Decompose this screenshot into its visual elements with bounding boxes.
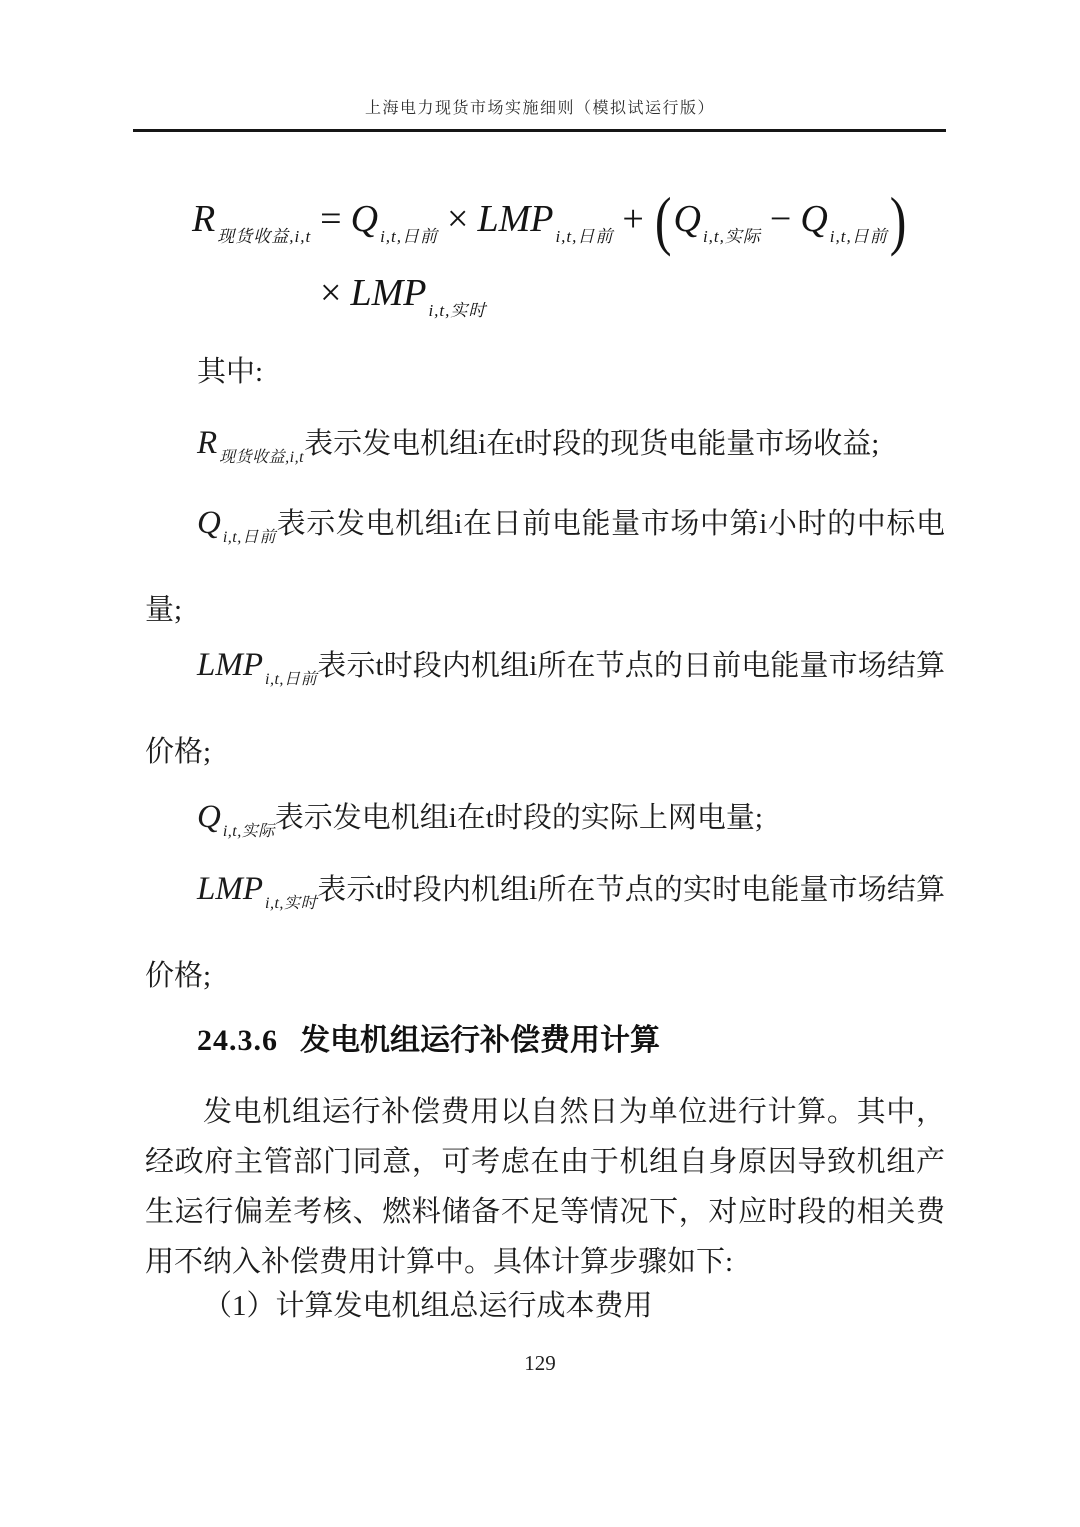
formula-operator: + [622, 198, 644, 240]
formula-subscript: i,t,日前 [222, 529, 277, 546]
formula-subscript: i,t,日前 [380, 227, 439, 246]
definition-symbol [197, 647, 318, 688]
body-paragraph: 发电机组运行补偿费用以自然日为单位进行计算。其中，经政府主管部门同意，可考虑在由于机组自身原因导致机组产生运行偏差考核、燃料储备不足等情况下，对应时段的相关费用不纳入补偿费用计算中。具体计算步骤如下: [145, 1096, 945, 1278]
formula-variable: Q [800, 198, 828, 240]
definition-symbol [197, 799, 275, 840]
formula-line-1: R $_{现货收益,i,t}$ = Q $_{i,t,日前}$ × LMP $_{i,t,日前}$ + (Q $_{i,t,实际}$ − Q $_{i,t,日前}$) [192, 183, 907, 257]
formula-subscript: i,t,实时 [265, 895, 318, 912]
definition-text: 表示发电机组i在t时段的实际上网电量; [274, 802, 763, 834]
formula-subscript: i,t,日前 [265, 671, 318, 688]
section-heading [145, 1021, 945, 1061]
definition-item [145, 487, 945, 647]
formula-variable: LMP [197, 647, 263, 683]
formula-subscript: 现货收益,i,t [219, 449, 305, 466]
formula-subscript: i,t,日前 [829, 227, 888, 246]
formula-term [800, 198, 888, 246]
formula-term [350, 198, 439, 246]
formula-operator: = [320, 198, 342, 240]
definition-symbol [197, 871, 318, 912]
section-title: 发电机组运行补偿费用计算 [300, 1024, 660, 1057]
formula-operator: − [769, 198, 792, 240]
definition-text: 表示t时段内机组i所在节点的实时电能量市场结算价格; [145, 874, 945, 992]
section-number: 24.3.6 [197, 1024, 278, 1057]
definition-item [145, 629, 945, 789]
definition-text: 表示发电机组i在日前电能量市场中第i小时的中标电量; [145, 508, 945, 626]
formula-subscript: 现货收益,i,t [217, 227, 312, 246]
formula-operator: × [320, 272, 342, 314]
formula-subscript: i,t,日前 [555, 227, 614, 246]
formula-line-2 [320, 271, 486, 333]
page-number: 129 [524, 1351, 556, 1375]
formula-variable: Q [350, 198, 379, 240]
step-item: （1）计算发电机组总运行成本费用 [203, 1290, 653, 1322]
definition-item [145, 853, 945, 1013]
formula-variable: R [197, 425, 218, 461]
formula-subscript: i,t,实际 [222, 823, 275, 840]
formula-variable: LMP [197, 871, 263, 907]
formula-variable: LMP [350, 272, 427, 314]
document-header-title: 上海电力现货市场实施细则（模拟试运行版） [364, 100, 715, 117]
definition-item [145, 407, 945, 494]
formula-term [673, 198, 761, 246]
formula-variable: Q [673, 198, 701, 240]
formula-variable: Q [197, 799, 221, 835]
formula-variable: R [192, 198, 216, 240]
header-divider-rule [133, 129, 946, 132]
formula-subscript: i,t,实时 [428, 301, 487, 320]
formula-variable: LMP [477, 198, 554, 240]
formula-operator: × [447, 198, 469, 240]
formula-term [350, 272, 487, 320]
formula-term [477, 198, 614, 246]
formula-variable: Q [197, 505, 221, 541]
definition-symbol [197, 505, 277, 546]
definition-symbol [197, 425, 305, 466]
definition-text: 表示t时段内机组i所在节点的日前电能量市场结算价格; [145, 650, 945, 768]
formula-term [192, 198, 312, 246]
where-label: 其中: [197, 356, 264, 388]
formula-subscript: i,t,实际 [702, 227, 761, 246]
definition-text: 表示发电机组i在t时段的现货电能量市场收益; [304, 428, 880, 460]
